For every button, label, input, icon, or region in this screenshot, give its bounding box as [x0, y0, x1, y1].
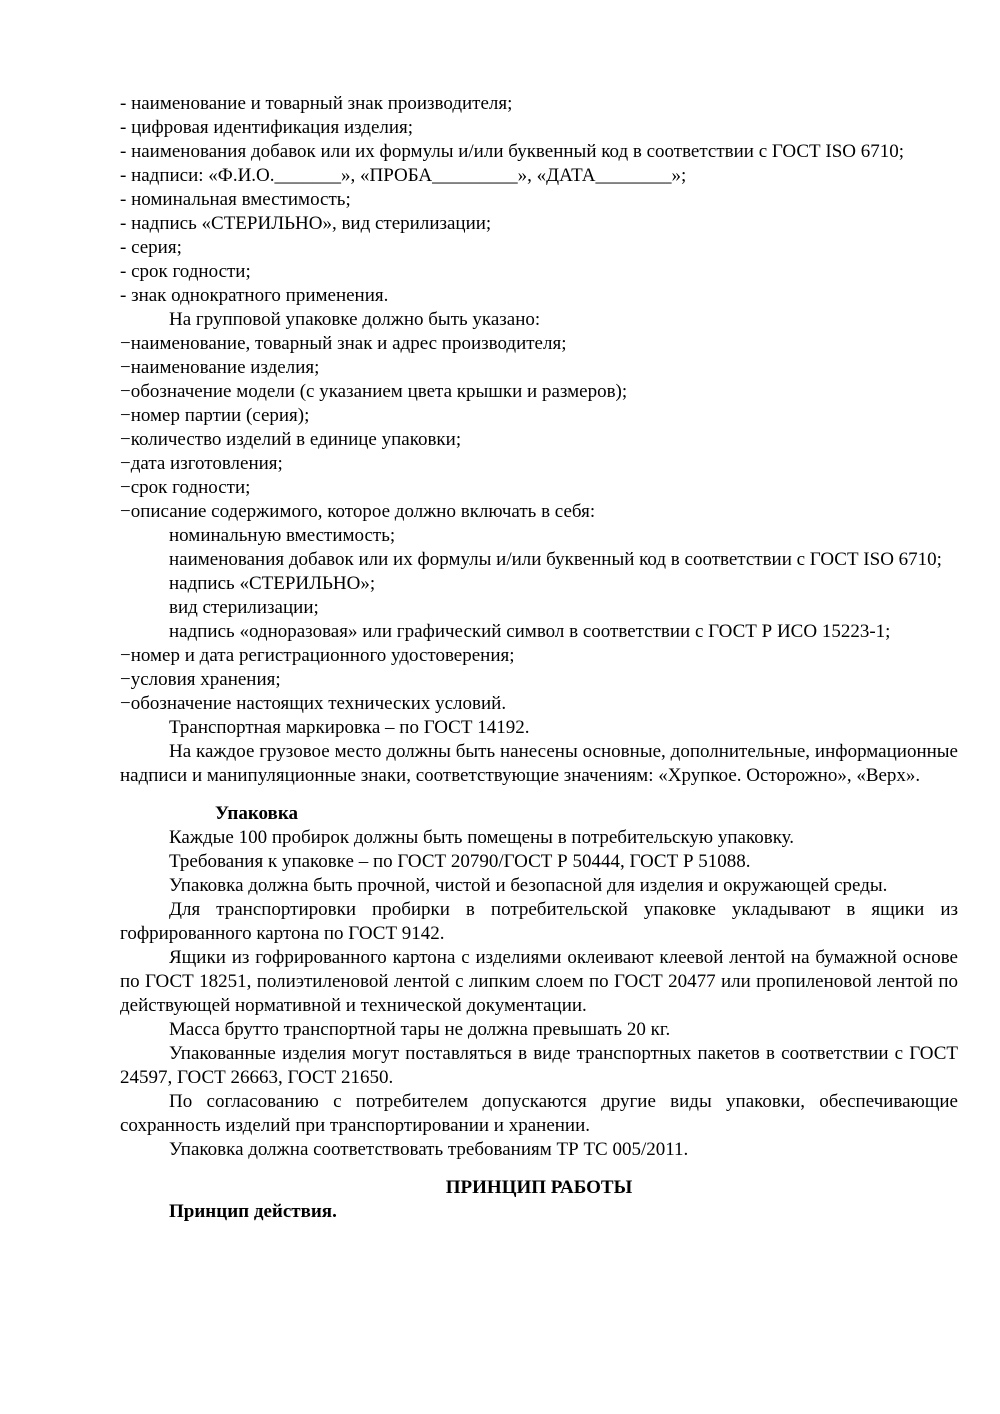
paragraph: Масса брутто транспортной тары не должна превышать 20 кг. [169, 1019, 671, 1040]
list-item: - срок годности; [120, 261, 251, 282]
list-item: - наименование и товарный знак производителя; [120, 93, 513, 114]
paragraph: Ящики из гофрированного картона с изделиями оклеивают клеевой лентой на бумажной основе по ГОСТ 18251, полиэтиленовой лентой с липким слоем по ГОСТ 20477 или пропиленовой лентой по действующей нормативной и технической документации. [120, 947, 958, 1016]
paragraph: На групповой упаковке должно быть указано: [169, 309, 541, 330]
list-item: - серия; [120, 237, 182, 258]
sub-item: надпись «одноразовая» или графический символ в соответствии с ГОСТ Р ИСО 15223-1; [169, 621, 891, 642]
sub-item: наименования добавок или их формулы и/или буквенный код в соответствии с ГОСТ ISO 6710; [169, 549, 942, 570]
paragraph: Транспортная маркировка – по ГОСТ 14192. [169, 717, 530, 738]
list-item: −обозначение настоящих технических условий. [120, 693, 507, 714]
list-item: −номер и дата регистрационного удостоверения; [120, 645, 515, 666]
list-item: - надписи: «Ф.И.О._______», «ПРОБА_________», «ДАТА________»; [120, 165, 687, 186]
list-item: −дата изготовления; [120, 453, 283, 474]
list-item: - номинальная вместимость; [120, 189, 351, 210]
paragraph: Для транспортировки пробирки в потребительской упаковке укладывают в ящики из гофрированного картона по ГОСТ 9142. [120, 899, 958, 944]
list-item: −срок годности; [120, 477, 251, 498]
list-item: −наименование изделия; [120, 357, 320, 378]
paragraph-princip-dejstviya: Принцип действия. [169, 1201, 337, 1222]
section-heading-upakovka: Упаковка [215, 803, 298, 824]
paragraph: Упаковка должна быть прочной, чистой и безопасной для изделия и окружающей среды. [169, 875, 888, 896]
sub-item: вид стерилизации; [169, 597, 319, 618]
section-title-princip-raboty: ПРИНЦИП РАБОТЫ [445, 1177, 633, 1198]
paragraph: Каждые 100 пробирок должны быть помещены в потребительскую упаковку. [169, 827, 795, 848]
sub-item: номинальную вместимость; [169, 525, 396, 546]
paragraph: Упакованные изделия могут поставляться в виде транспортных пакетов в соответствии с ГОСТ 24597, ГОСТ 26663, ГОСТ 21650. [120, 1043, 958, 1088]
paragraph: На каждое грузовое место должны быть нанесены основные, дополнительные, информационные надписи и манипуляционные знаки, соответствующие значениям: «Хрупкое. Осторожно», «Верх». [120, 741, 958, 786]
document-content [120, 92, 958, 1224]
list-item: - надпись «СТЕРИЛЬНО», вид стерилизации; [120, 213, 492, 234]
paragraph: Упаковка должна соответствовать требованиям ТР ТС 005/2011. [169, 1139, 689, 1160]
paragraph: Требования к упаковке – по ГОСТ 20790/ГОСТ Р 50444, ГОСТ Р 51088. [169, 851, 751, 872]
list-item: −условия хранения; [120, 669, 281, 690]
list-item: - знак однократного применения. [120, 285, 389, 306]
list-item: −обозначение модели (с указанием цвета крышки и размеров); [120, 381, 628, 402]
list-item: −описание содержимого, которое должно включать в себя: [120, 501, 596, 522]
paragraph: По согласованию с потребителем допускаются другие виды упаковки, обеспечивающие сохранность изделий при транспортировании и хранении. [120, 1091, 958, 1136]
list-item: −наименование, товарный знак и адрес производителя; [120, 333, 567, 354]
list-item: −количество изделий в единице упаковки; [120, 429, 462, 450]
list-item: - цифровая идентификация изделия; [120, 117, 414, 138]
list-item: −номер партии (серия); [120, 405, 310, 426]
list-item: - наименования добавок или их формулы и/или буквенный код в соответствии с ГОСТ ISO 6710; [120, 141, 905, 162]
sub-item: надпись «СТЕРИЛЬНО»; [169, 573, 376, 594]
